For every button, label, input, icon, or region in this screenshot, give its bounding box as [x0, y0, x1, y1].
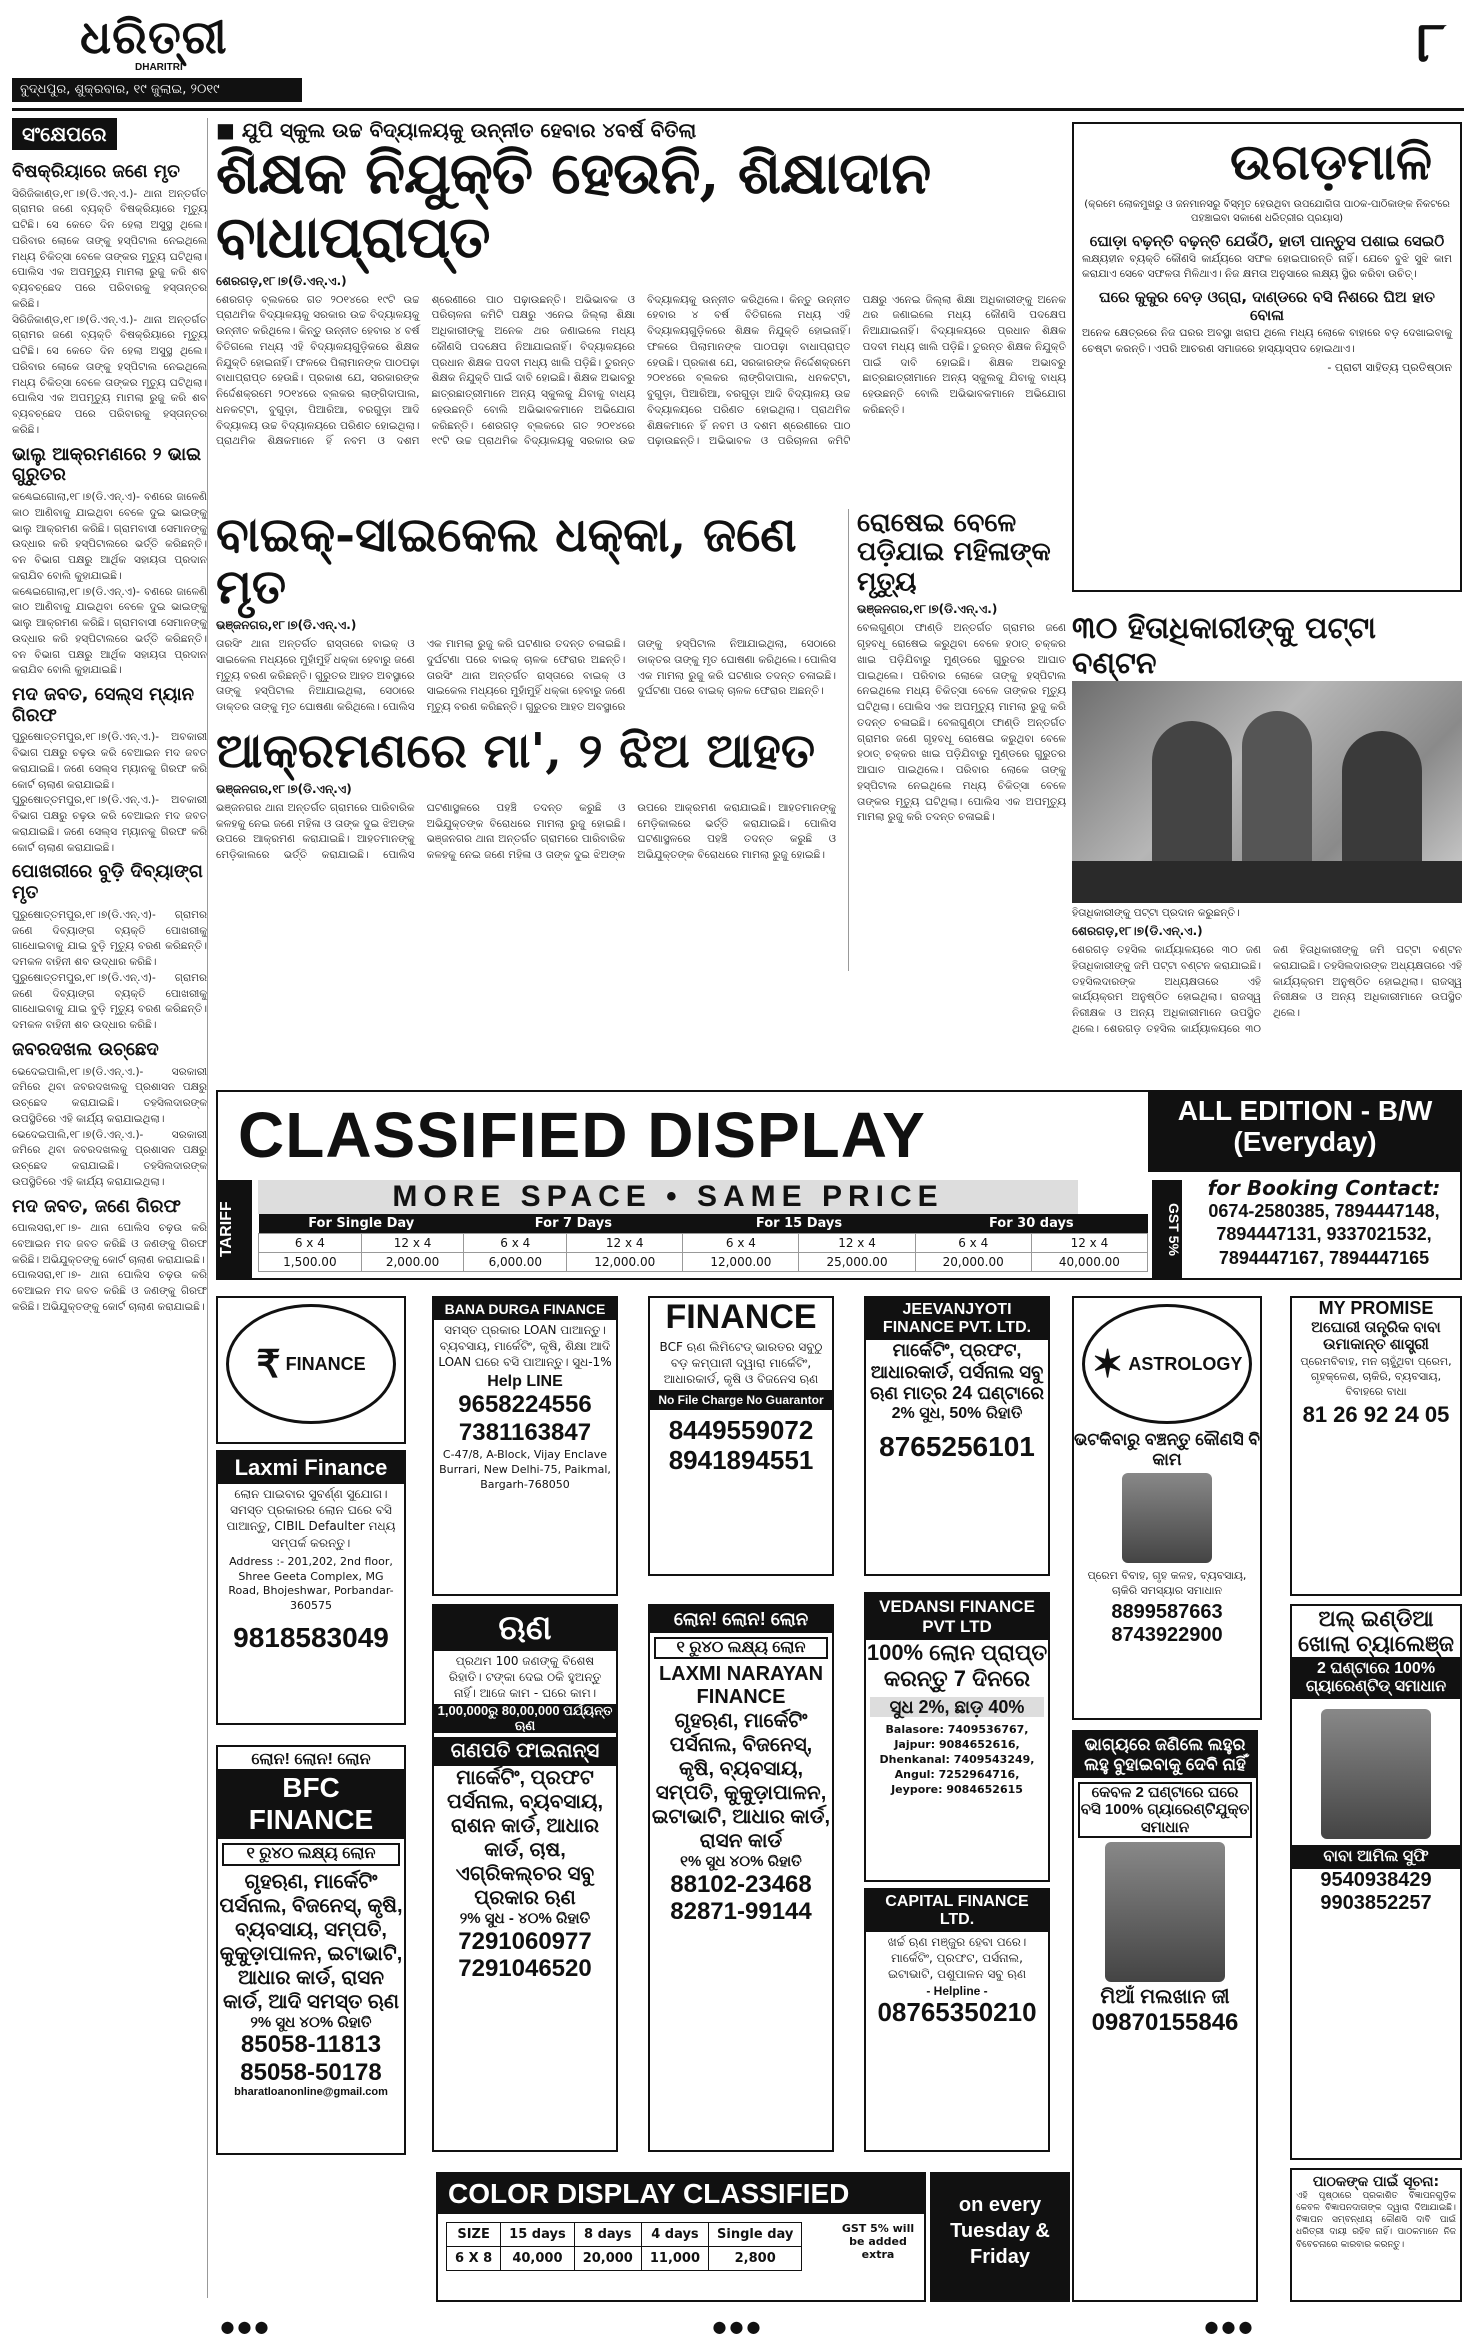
brief-headline: ଭାଲୁ ଆକ୍ରମଣରେ ୨ ଭାଇ ଗୁରୁତର [12, 443, 202, 486]
color-size-label: SIZE [447, 2223, 501, 2247]
tariff-price: 25,000.00 [799, 1253, 915, 1272]
brief-headline: ଜବରଦଖଲ ଉଚ୍ଛେଦ [12, 1038, 159, 1060]
ganapati-phones: 7291060977 7291046520 [458, 1927, 592, 1983]
color-gst: GST 5% will be added extra [841, 2222, 915, 2261]
brief-body: କଣ୍ଢେଇଗୋଲା,୧୮।୭(ଡି.ଏନ୍.ଏ)- ବଣରେ ଜାଳେଣି କାଠ ଆଣିବାକୁ ଯାଇଥିବା ବେଳେ ଦୁଇ ଭାଇଙ୍କୁ ଭାଲୁ ଆକ୍ରମଣ କରିଛି। ଗ୍ରାମବାସୀ ସେମାନଙ୍କୁ ଉଦ୍ଧାର କରି ହସ୍ପିଟାଲରେ ଭର୍ତ୍ତି କରିଛନ୍ତି। ବନ ବିଭାଗ ପକ୍ଷରୁ ଆର୍ଥିକ ସହାୟତା ପ୍ରଦାନ କରାଯିବ ବୋଲି କୁହାଯାଇଛି। [12, 491, 207, 582]
rin-title: ଋଣ [434, 1606, 616, 1651]
patta-headline: ୩୦ ହିତାଧିକାରୀଙ୍କୁ ପଟ୍ଟା ବଣ୍ଟନ [1072, 611, 1376, 681]
bfc-finance-ad [216, 1745, 406, 2155]
story3-byline: ଭଞ୍ଜନଗର,୧୮।୭(ଡି.ଏନ୍.ଏ.) [857, 602, 998, 617]
brief-body: ସିରିଜିକାଣ୍ଡ,୧୮।୭(ଡି.ଏନ୍.ଏ.)- ଥାନା ଅନ୍ତର୍ଗତ ଗ୍ରାମର ଜଣେ ବ୍ୟକ୍ତି ବିଷକ୍ରିୟାରେ ମୃତ୍ୟୁ ଘଟିଛି। ସେ କେତେ ଦିନ ହେଲା ଅସୁସ୍ଥ ଥିଲେ। ପରିବାର ଲୋକେ ତାଙ୍କୁ ହସ୍ପିଟାଲ ନେଇଥିଲେ ମଧ୍ୟ ଚିକିତ୍ସା ବେଳେ ତାଙ୍କର ମୃତ୍ୟୁ ଘଟିଥିଲା। ପୋଲିସ ଏକ ଅପମୃତ୍ୟୁ ମାମଲା ରୁଜୁ କରି ଶବ ବ୍ୟବଚ୍ଛେଦ ପରେ ପରିବାରକୁ ହସ୍ତାନ୍ତର କରିଛି। [12, 313, 207, 436]
tariff-label: TARIFF [218, 1180, 252, 1278]
story4-body [216, 801, 836, 931]
brief-item [12, 162, 207, 439]
lead-body-text: ଶେରଗଡ଼ ବ୍ଲକରେ ଗତ ୨୦୧୪ରେ ୧୯ଟି ଉଚ୍ଚ ପ୍ରାଥମିକ ବିଦ୍ୟାଳୟକୁ ସରକାର ଉଚ୍ଚ ବିଦ୍ୟାଳୟକୁ ଉନ୍ନୀତ କରିଥିଲେ। କିନ୍ତୁ ଉନ୍ନୀତ ହେବାର ୪ ବର୍ଷ ବିତିଗଲେ ମଧ୍ୟ ଏହି ବିଦ୍ୟାଳୟଗୁଡ଼ିକରେ ଶିକ୍ଷକ ନିଯୁକ୍ତି ହୋଇନାହିଁ। ଫଳରେ ପିଲାମାନଙ୍କ ପାଠପଢ଼ା ବାଧାପ୍ରାପ୍ତ ହେଉଛି। ପ୍ରକାଶ ଯେ, ସରକାରଙ୍କ ନିର୍ଦ୍ଦେଶକ୍ରମେ ୨୦୧୪ରେ ବ୍ଲକର ଲାଙ୍ଗିଦାପାଲ, ଧନକଟ୍ଟା, ବୁଗୁଡ଼ା, ପିଆରିଆ, ବରଗୁଡ଼ା ଆଦି ବିଦ୍ୟାଳୟ ଉଚ୍ଚ ବିଦ୍ୟାଳୟରେ ପରିଣତ ହୋଇଥିଲା। ପ୍ରାଥମିକ ଶିକ୍ଷକମାନେ ହିଁ ନବମ ଓ ଦଶମ ଶ୍ରେଣୀରେ ପାଠ ପଢ଼ାଉଛନ୍ତି। ଅଭିଭାବକ ଓ ପରିଚାଳନା କମିଟି ପକ୍ଷରୁ ଏନେଇ ଜିଲ୍ଲା ଶିକ୍ଷା ଅଧିକାରୀଙ୍କୁ ଅନେକ ଥର ଜଣାଇଲେ ମଧ୍ୟ କୌଣସି ପଦକ୍ଷେପ ନିଆଯାଇନାହିଁ। ବିଦ୍ୟାଳୟରେ ପ୍ରଧାନ ଶିକ୍ଷକ ପଦବୀ ମଧ୍ୟ ଖାଲି ପଡ଼ିଛି। ତୁରନ୍ତ ଶିକ୍ଷକ ନିଯୁକ୍ତି ପାଇଁ ଦାବି ହୋଇଛି। ଶିକ୍ଷକ ଅଭାବରୁ ଛାତ୍ରଛାତ୍ରୀମାନେ ଅନ୍ୟ ସ୍କୁଲକୁ ଯିବାକୁ ବାଧ୍ୟ ହେଉଛନ୍ତି ବୋଲି ଅଭିଭାବକମାନେ ଅଭିଯୋଗ କରିଛନ୍ତି। [431, 293, 1066, 448]
astrology-phones: 8899587663 8743922900 [1111, 1600, 1223, 1646]
bfc-title: BFC FINANCE [218, 1769, 404, 1839]
astrologer-photo [1122, 1473, 1212, 1563]
edition-tag: ALL EDITION - B/W (Everyday) [1148, 1092, 1462, 1172]
tariff-price: 1,500.00 [259, 1253, 362, 1272]
bhagya-head: ଭାଗ୍ୟରେ ଜଣିଲେ ଲହୁର ଲହୁ ବୁହାଇବାକୁ ଦେବି ନାହିଁ [1074, 1732, 1256, 1778]
classified-title: CLASSIFIED DISPLAY [238, 1099, 926, 1171]
color-tariff-table [446, 2222, 802, 2271]
vedansi-finance-ad [864, 1592, 1050, 1882]
jeevan-offer: 2% ସୁଧ, 50% ରିହାତି [891, 1404, 1023, 1422]
tariff-size: 12 x 4 [799, 1234, 915, 1253]
brief-item [12, 445, 207, 679]
color-schedule: on every Tuesday & Friday [930, 2172, 1070, 2302]
capital-finance-ad [864, 1888, 1050, 2152]
tariff-period: For 7 Days [464, 1214, 683, 1234]
page-number: ୮ [1416, 10, 1446, 75]
laxmi-finance-ad [216, 1450, 406, 1725]
booking-phone: 0674-2580385, 7894447148, [1208, 1201, 1440, 1221]
story-bike-accident [216, 506, 836, 972]
laxmi-phone: 9818583049 [233, 1622, 389, 1654]
bfc-body: ଗୃହଋଣ, ମାର୍କେଟିଂ ପର୍ସନାଲ, ବିଜନେସ୍, କୃଷି, ବ୍ୟବସାୟ, ସମ୍ପତି, କୁକୁଡ଼ାପାଳନ, ଇଟାଭାଟି, ଆଧାର କାର୍ଡ, ରାସନ କାର୍ଡ, ଆଦି ସମସ୍ତ ଋଣ [219, 1870, 403, 2013]
sufi-photo [1321, 1709, 1431, 1839]
lead-body-text: ଶେରଗଡ଼ ବ୍ଲକରେ ଗତ ୨୦୧୪ରେ ୧୯ଟି ଉଚ୍ଚ ପ୍ରାଥମିକ ବିଦ୍ୟାଳୟକୁ ସରକାର ଉଚ୍ଚ ବିଦ୍ୟାଳୟକୁ ଉନ୍ନୀତ କରିଥିଲେ। କିନ୍ତୁ ଉନ୍ନୀତ ହେବାର ୪ ବର୍ଷ ବିତିଗଲେ ମଧ୍ୟ ଏହି ବିଦ୍ୟାଳୟଗୁଡ଼ିକରେ ଶିକ୍ଷକ ନିଯୁକ୍ତି ହୋଇନାହିଁ। ଫଳରେ ପିଲାମାନଙ୍କ ପାଠପଢ଼ା ବାଧାପ୍ରାପ୍ତ ହେଉଛି। ପ୍ରକାଶ ଯେ, ସରକାରଙ୍କ ନିର୍ଦ୍ଦେଶକ୍ରମେ ୨୦୧୪ରେ ବ୍ଲକର ଲାଙ୍ଗିଦାପାଲ, ଧନକଟ୍ଟା, ବୁଗୁଡ଼ା, ପିଆରିଆ, ବରଗୁଡ଼ା ଆଦି ବିଦ୍ୟାଳୟ ଉଚ୍ଚ ବିଦ୍ୟାଳୟରେ ପରିଣତ ହୋଇଥିଲା। ପ୍ରାଥମିକ ଶିକ୍ଷକମାନେ ହିଁ ନବମ ଓ ଦଶମ ଶ୍ରେଣୀରେ ପାଠ ପଢ଼ାଉଛନ୍ତି। ଅଭିଭାବକ ଓ ପରିଚାଳନା କମିଟି ପକ୍ଷରୁ ଏନେଇ ଜିଲ୍ଲା ଶିକ୍ଷା ଅଧିକାରୀଙ୍କୁ ଅନେକ ଥର ଜଣାଇଲେ ମଧ୍ୟ କୌଣସି ପଦକ୍ଷେପ ନିଆଯାଇନାହିଁ। ବିଦ୍ୟାଳୟରେ ପ୍ରଧାନ ଶିକ୍ଷକ ପଦବୀ ମଧ୍ୟ ଖାଲି ପଡ଼ିଛି। ତୁରନ୍ତ ଶିକ୍ଷକ ନିଯୁକ୍ତି ପାଇଁ ଦାବି ହୋଇଛି। ଶିକ୍ଷକ ଅଭାବରୁ ଛାତ୍ରଛାତ୍ରୀମାନେ ଅନ୍ୟ ସ୍କୁଲକୁ ଯିବାକୁ ବାଧ୍ୟ ହେଉଛନ୍ତି ବୋଲି ଅଭିଭାବକମାନେ ଅଭିଯୋଗ କରିଛନ୍ତି। [216, 293, 635, 448]
capital-title: CAPITAL FINANCE LTD. [866, 1890, 1048, 1932]
rin-ganapati-ad [432, 1604, 618, 2152]
color-price: 20,000 [574, 2247, 641, 2271]
ganapati-body: ମାର୍କେଟିଂ, ପ୍ରଫଟ ପର୍ସନାଲ, ବ୍ୟବସାୟ, ରାଶନ କାର୍ଡ, ଆଧାର କାର୍ଡ, ଚାଷ, ଏଗ୍ରିକଲ୍ଚର ସବୁ ପ୍ରକାର ଋଣ [446, 1767, 604, 1910]
bana-body: ସମସ୍ତ ପ୍ରକାର LOAN ପାଆନ୍ତୁ। ବ୍ୟବସାୟ, ମାର୍କେଟିଂ, କୃଷି, ଶିକ୍ଷା ଆଦି LOAN ଘରେ ବସି ପାଆନ୍ତୁ। ସୁଧ-1% [438, 1323, 612, 1370]
patta-body-text: ଶେରଗଡ଼ ତହସିଲ କାର୍ଯ୍ୟାଳୟରେ ୩୦ ଜଣ ହିତାଧିକାରୀଙ୍କୁ ଜମି ପଟ୍ଟା ବଣ୍ଟନ କରାଯାଇଛି। ତହସିଲଦାରଙ୍କ ଅଧ୍ୟକ୍ଷତାରେ ଏହି କାର୍ଯ୍ୟକ୍ରମ ଅନୁଷ୍ଠିତ ହୋଇଥିଲା। ରାଜସ୍ୱ ନିରୀକ୍ଷକ ଓ ଅନ୍ୟ ଅଧିକାରୀମାନେ ଉପସ୍ଥିତ ଥିଲେ। [1072, 944, 1261, 1035]
bhagya-ad [1072, 1730, 1258, 2302]
color-col: 15 days [501, 2223, 575, 2247]
brief-body: ପୁରୁଷୋତ୍ତମପୁର,୧୮।୭(ଡି.ଏନ୍.ଏ)- ଗ୍ରାମର ଜଣେ ଦିବ୍ୟାଙ୍ଗ ବ୍ୟକ୍ତି ପୋଖରୀକୁ ଗାଧୋଇବାକୁ ଯାଇ ବୁଡ଼ି ମୃତ୍ୟୁ ବରଣ କରିଛନ୍ତି। ଦମକଳ ବାହିନୀ ଶବ ଉଦ୍ଧାର କରିଛି। [12, 908, 207, 969]
laxmi-title: Laxmi Finance [218, 1452, 404, 1484]
color-price: 11,000 [641, 2247, 708, 2271]
ugadamali-credit: - ପ୍ରାଚୀ ସାହିତ୍ୟ ପ୍ରତିଷ୍ଠାନ [1327, 360, 1452, 374]
brief-item [12, 685, 207, 856]
bcf-phones: 8449559072 8941894551 [668, 1414, 814, 1475]
registration-mark: ●●● [712, 2317, 764, 2336]
my-promise-ad [1290, 1296, 1462, 1596]
reader-notice [1290, 2168, 1462, 2302]
color-classified-title: COLOR DISPLAY CLASSIFIED [438, 2174, 924, 2214]
astrology-logo [1082, 1304, 1252, 1424]
patta-body-text: ଶେରଗଡ଼ ତହସିଲ କାର୍ଯ୍ୟାଳୟରେ ୩୦ ଜଣ ହିତାଧିକାରୀଙ୍କୁ ଜମି ପଟ୍ଟା ବଣ୍ଟନ କରାଯାଇଛି। ତହସିଲଦାରଙ୍କ ଅଧ୍ୟକ୍ଷତାରେ ଏହି କାର୍ଯ୍ୟକ୍ରମ ଅନୁଷ୍ଠିତ ହୋଇଥିଲା। ରାଜସ୍ୱ ନିରୀକ୍ଷକ ଓ ଅନ୍ୟ ଅଧିକାରୀମାନେ ଉପସ୍ଥିତ ଥିଲେ। [1104, 944, 1462, 1035]
ganapati-title: ଗଣପତି ଫାଇନାନ୍ସ [434, 1737, 616, 1766]
vedansi-body: 100% ଲୋନ ପ୍ରାପ୍ତ କରନ୍ତୁ 7 ଦିନରେ [866, 1640, 1048, 1692]
promise-body: ପ୍ରେମବିବାହ, ମନ ଚାହୁଁଥିବା ପ୍ରେମ, ଗୃହକ୍ଳେଶ, ଚାକିରି, ବ୍ୟବସାୟ, ବିବାହରେ ବାଧା [1300, 1355, 1452, 1398]
tariff-table [258, 1214, 1148, 1272]
india-title: ଅଲ୍ ଇଣ୍ଡିଆ ଖୋଲା ଚ୍ୟାଲେଞ୍ଜ [1297, 1606, 1455, 1657]
tariff-price: 12,000.00 [683, 1253, 799, 1272]
patta-body [1072, 943, 1462, 1073]
bcf-finance-ad [648, 1296, 834, 1576]
story4-byline: ଭଞ୍ଜନଗର,୧୮।୭(ଡି.ଏନ୍.ଏ) [216, 781, 352, 796]
brief-body: ଭେଦେଇପାଲି,୧୮।୭(ଡି.ଏନ୍.ଏ.)- ସରକାରୀ ଜମିରେ ଥିବା ଜବରଦଖଲକୁ ପ୍ରଶାସନ ପକ୍ଷରୁ ଉଚ୍ଛେଦ କରାଯାଇଛି। ତହସିଲଦାରଙ୍କ ଉପସ୍ଥିତିରେ ଏହି କାର୍ଯ୍ୟ କରାଯାଇଥିଲା। [12, 1065, 207, 1125]
proverb-2: ଘରେ କୁକୁର ବେଡ଼ ଓଗ୍ରା, ଦାଣ୍ଡରେ ବସି ନିଶରେ ଘିଅ ହାତ ବୋଳା [1099, 288, 1435, 325]
astrology-logo-text: ASTROLOGY [1128, 1353, 1243, 1374]
print-footer [0, 2314, 1476, 2339]
lead-headline: ଶିକ୍ଷକ ନିଯୁକ୍ତି ହେଉନି, ଶିକ୍ଷାଦାନ ବାଧାପ୍ରାପ୍ତ [216, 139, 931, 271]
jeevan-title: JEEVANJYOTI FINANCE PVT. LTD. [866, 1298, 1048, 1340]
india-phones: 9540938429 9903852257 [1320, 1868, 1432, 1914]
classified-banner [216, 1090, 1462, 1280]
bcf-body: BCF ଋଣ ଲିମିଟେଡ୍ ଭାରତର ସବୁଠୁ ବଡ଼ କମ୍ପାନୀ ଦ୍ୱାରା ମାର୍କେଟିଂ, ଆଧାରକାର୍ଡ, କୃଷି ଓ ବିଜନେସ ଋଣ [659, 1340, 823, 1387]
booking-label: for Booking Contact: [1207, 1176, 1441, 1200]
story2-byline: ଭଞ୍ଜନଗର,୧୮।୭(ଡି.ଏନ୍.ଏ.) [216, 618, 357, 633]
bana-durga-ad [432, 1296, 618, 1596]
brief-body: ସିରିଜିକାଣ୍ଡ,୧୮।୭(ଡି.ଏନ୍.ଏ.)- ଥାନା ଅନ୍ତର୍ଗତ ଗ୍ରାମର ଜଣେ ବ୍ୟକ୍ତି ବିଷକ୍ରିୟାରେ ମୃତ୍ୟୁ ଘଟିଛି। ସେ କେତେ ଦିନ ହେଲା ଅସୁସ୍ଥ ଥିଲେ। ପରିବାର ଲୋକେ ତାଙ୍କୁ ହସ୍ପିଟାଲ ନେଇଥିଲେ ମଧ୍ୟ ଚିକିତ୍ସା ବେଳେ ତାଙ୍କର ମୃତ୍ୟୁ ଘଟିଥିଲା। ପୋଲିସ ଏକ ଅପମୃତ୍ୟୁ ମାମଲା ରୁଜୁ କରି ଶବ ବ୍ୟବଚ୍ଛେଦ ପରେ ପରିବାରକୁ ହସ୍ତାନ୍ତର କରିଛି। [12, 187, 207, 310]
tariff-size: 6 x 4 [259, 1234, 362, 1253]
bana-phones: 9658224556 7381163847 [458, 1390, 592, 1446]
brief-headline: ପୋଖରୀରେ ବୁଡ଼ି ଦିବ୍ୟାଙ୍ଗ ମୃତ [12, 861, 203, 904]
brief-body: ପୁରୁଷୋତ୍ତମପୁର,୧୮।୭(ଡି.ଏନ୍.ଏ.)- ଅବକାରୀ ବିଭାଗ ପକ୍ଷରୁ ଚଢ଼ଉ କରି ବେଆଇନ ମଦ ଜବତ କରାଯାଇଛି। ଜଣେ ସେଲ୍ସ ମ୍ୟାନକୁ ଗିରଫ କରି କୋର୍ଟ ଚାଲାଣ କରାଯାଇଛି। [12, 731, 207, 791]
ln-phones: 88102-23468 82871-99144 [670, 1870, 812, 1926]
capital-phone: 08765350210 [877, 1997, 1037, 2028]
color-classified-box [436, 2172, 926, 2302]
tariff-price: 2,000.00 [361, 1253, 464, 1272]
tariff-price: 6,000.00 [464, 1253, 567, 1272]
story3-body-text: ବେଲଗୁଣ୍ଠା ଫାଣ୍ଡି ଅନ୍ତର୍ଗତ ଗ୍ରାମର ଜଣେ ଗୃହବଧୂ ରୋଷେଇ କରୁଥିବା ବେଳେ ହଠାତ୍ ଚକ୍କର ଖାଇ ପଡ଼ିଯିବାରୁ ମୁଣ୍ଡରେ ଗୁରୁତର ଆଘାତ ପାଇଥିଲେ। ପରିବାର ଲୋକେ ତାଙ୍କୁ ହସ୍ପିଟାଲ ନେଇଥିଲେ ମଧ୍ୟ ଚିକିତ୍ସା ବେଳେ ତାଙ୍କର ମୃତ୍ୟୁ ଘଟିଥିଲା। ପୋଲିସ ଏକ ଅପମୃତ୍ୟୁ ମାମଲା ରୁଜୁ କରି ତଦନ୍ତ ଚଳାଇଛି। [857, 622, 1066, 729]
bhagya-time: କେବଳ 2 ଘଣ୍ଟାରେ ଘରେ ବସି 100% ଗ୍ୟାରେଣ୍ଟିଯୁକ୍ତ ସମାଧାନ [1078, 1782, 1252, 1838]
tariff-size: 12 x 4 [567, 1234, 683, 1253]
bfc-phones: 85058-11813 85058-50178 [240, 2031, 382, 2086]
lead-kicker: ■ ଯୁପି ସ୍କୁଲ ଉଚ୍ଚ ବିଦ୍ୟାଳୟକୁ ଉନ୍ନୀତ ହେବାର ୪ବର୍ଷ ବିତିଲା [216, 118, 1066, 142]
proverb-1: ଘୋଡ଼ା ବଢ଼ନ୍ତି ବଢ଼ନ୍ତି ଯେଉଁଠି, ହାତୀ ପାନ୍ତୁସ ପଶାଇ ସେଇଠି [1089, 232, 1445, 250]
story4-body-text: ଭଞ୍ଜନଗର ଥାନା ଅନ୍ତର୍ଗତ ଗ୍ରାମରେ ପାରିବାରିକ କଳହକୁ ନେଇ ଜଣେ ମହିଳା ଓ ତାଙ୍କ ଦୁଇ ଝିଅଙ୍କ ଉପରେ ଆକ୍ରମଣ କରାଯାଇଛି। ଆହତମାନଙ୍କୁ ମେଡ଼ିକାଲରେ ଭର୍ତ୍ତି କରାଯାଇଛି। ପୋଲିସ ଘଟଣାସ୍ଥଳରେ ପହଞ୍ଚି ତଦନ୍ତ କରୁଛି ଓ ଅଭିଯୁକ୍ତଙ୍କ ବିରୋଧରେ ମାମଲା ରୁଜୁ ହୋଇଛି। [216, 801, 626, 862]
rupee-icon: ₹ [256, 1343, 281, 1386]
story2-body-text: ତାରସିଂ ଥାନା ଅନ୍ତର୍ଗତ ରାସ୍ତାରେ ବାଇକ୍ ଓ ସାଇକେଲ ମଧ୍ୟରେ ମୁହାଁମୁହିଁ ଧକ୍କା ହେବାରୁ ଜଣେ ମୃତ୍ୟୁ ବରଣ କରିଛନ୍ତି। ଗୁରୁତର ଆହତ ଅବସ୍ଥାରେ ତାଙ୍କୁ ହସ୍ପିଟାଲ ନିଆଯାଇଥିଲା, ସେଠାରେ ଡାକ୍ତର ତାଙ୍କୁ ମୃତ ଘୋଷଣା କରିଥିଲେ। ପୋଲିସ ଏକ ମାମଲା ରୁଜୁ କରି ଘଟଣାର ତଦନ୍ତ ଚଳାଇଛି। ଦୁର୍ଘଟଣା ପରେ ବାଇକ୍ ଚାଳକ ଫେରାର ଅଛନ୍ତି। [216, 638, 626, 714]
masthead-subtitle: DHARITRI [135, 62, 183, 73]
astrology-body: ପ୍ରେମ ବିବାହ, ଗୃହ କଳହ, ବ୍ୟବସାୟ, ଚାକିରି ସମସ୍ୟାର ସମାଧାନ [1087, 1569, 1247, 1597]
brief-body: ପୁରୁଷୋତ୍ତମପୁର,୧୮।୭(ଡି.ଏନ୍.ଏ)- ଗ୍ରାମର ଜଣେ ଦିବ୍ୟାଙ୍ଗ ବ୍ୟକ୍ତି ପୋଖରୀକୁ ଗାଧୋଇବାକୁ ଯାଇ ବୁଡ଼ି ମୃତ୍ୟୁ ବରଣ କରିଛନ୍ତି। ଦମକଳ ବାହିନୀ ଶବ ଉଦ୍ଧାର କରିଛି। [12, 971, 207, 1032]
laxmi-body: ଲୋନ ପାଇବାର ସୁବର୍ଣ୍ଣ ସୁଯୋଗ। ସମସ୍ତ ପ୍ରକାରର ଲୋନ ଘରେ ବସି ପାଆନ୍ତୁ, CIBIL Defaulter ମଧ୍ୟ ସମ୍ପର୍କ କରନ୍ତୁ। [226, 1487, 396, 1550]
rin-amount: 1,00,000ରୁ 80,00,000 ପର୍ଯ୍ୟନ୍ତ ଋଣ [434, 1704, 616, 1734]
story3-headline: ରୋଷେଇ ବେଳେ ପଡ଼ିଯାଇ ମହିଳାଙ୍କ ମୃତ୍ୟୁ [857, 507, 1051, 598]
briefs-tag: ସଂକ୍ଷେପରେ [12, 118, 117, 150]
story2-body-text: ତାରସିଂ ଥାନା ଅନ୍ତର୍ଗତ ରାସ୍ତାରେ ବାଇକ୍ ଓ ସାଇକେଲ ମଧ୍ୟରେ ମୁହାଁମୁହିଁ ଧକ୍କା ହେବାରୁ ଜଣେ ମୃତ୍ୟୁ ବରଣ କରିଛନ୍ତି। ଗୁରୁତର ଆହତ ଅବସ୍ଥାରେ ତାଙ୍କୁ ହସ୍ପିଟାଲ ନିଆଯାଇଥିଲା, ସେଠାରେ ଡାକ୍ତର ତାଙ୍କୁ ମୃତ ଘୋଷଣା କରିଥିଲେ। ପୋଲିସ ଏକ ମାମଲା ରୁଜୁ କରି ଘଟଣାର ତଦନ୍ତ ଚଳାଇଛି। ଦୁର୍ଘଟଣା ପରେ ବାଇକ୍ ଚାଳକ ଫେରାର ଅଛନ୍ତି। [426, 638, 836, 714]
brief-body: ପୋଲସରା,୧୮।୭- ଥାନା ପୋଲିସ ଚଢ଼ଉ କରି ବେଆଇନ ମଦ ଜବତ କରିଛି ଓ ଜଣଙ୍କୁ ଗିରଫ କରିଛି। ଅଭିଯୁକ୍ତଙ୍କୁ କୋର୍ଟ ଚାଲାଣ କରାଯାଇଛି। [12, 1222, 207, 1266]
jeevanjyoti-ad [864, 1296, 1050, 1576]
laxmi-narayan-ad [648, 1604, 834, 2152]
finance-logo [226, 1304, 396, 1424]
bfc-web: bharatloanonline@gmail.com [234, 2086, 388, 2099]
registration-mark: ●●● [1204, 2317, 1256, 2336]
astrology-ad [1072, 1296, 1262, 1720]
capital-body: ଖର୍ଚ୍ଚ ଋଣ ମଞ୍ଜୁର ହେବା ପରେ। ମାର୍କେଟିଂ, ପ୍ରଫଟ, ପର୍ସନାଲ, ଇଟାଭାଟି, ପଶୁପାଳନ ସବୁ ଋଣ [887, 1935, 1027, 1982]
color-size: 6 X 8 [447, 2247, 501, 2271]
bana-help: Help LINE [487, 1372, 563, 1390]
dateline: ବୁଦ୍ଧପୁର, ଶୁକ୍ରବାର, ୧୯ ଜୁଲାଇ, ୨୦୧୯ [12, 78, 302, 102]
story2-body [216, 637, 836, 717]
brief-headline: ବିଷକ୍ରିୟାରେ ଜଣେ ମୃତ [12, 161, 181, 182]
baba-photo [1105, 1842, 1225, 1982]
star-icon: ✶ [1091, 1343, 1124, 1386]
ugadamali-intro: (କ୍ରମେ ଲୋକମୁଖରୁ ଓ ଜନମାନସରୁ ବିସ୍ମୃତ ହେଉଥିବା ଉପଯୋଗିତା ପାଠକ-ପାଠିକାଙ୍କ ନିକଟରେ ପହଞ୍ଚାଇବା ସକାଶେ ଧରିତ୍ରୀର ପ୍ରୟାସ) [1084, 199, 1450, 224]
bcf-nofile: No File Charge No Guarantor [650, 1390, 832, 1410]
ln-range: ୧ ରୁ୪୦ ଲକ୍ଷ୍ୟ ଲୋନ [654, 1637, 828, 1659]
color-col: 8 days [574, 2223, 641, 2247]
vedansi-offer: ସୁଧ 2%, ଛାଡ଼ 40% [870, 1697, 1044, 1718]
promise-phone: 81 26 92 24 05 [1302, 1401, 1450, 1427]
tariff-period: For 15 Days [683, 1214, 915, 1234]
main-stories [216, 118, 1066, 971]
brief-body: ଭେଦେଇପାଲି,୧୮।୭(ଡି.ଏନ୍.ଏ.)- ସରକାରୀ ଜମିରେ ଥିବା ଜବରଦଖଲକୁ ପ୍ରଶାସନ ପକ୍ଷରୁ ଉଚ୍ଛେଦ କରାଯାଇଛି। ତହସିଲଦାରଙ୍କ ଉପସ୍ଥିତିରେ ଏହି କାର୍ଯ୍ୟ କରାଯାଇଥିଲା। [12, 1128, 207, 1188]
astrology-head: ଭଟକିବାରୁ ବଞ୍ଚନ୍ତୁ କୌଣସି ବି କାମ [1074, 1430, 1260, 1469]
brief-body: ପୋଲସରା,୧୮।୭- ଥାନା ପୋଲିସ ଚଢ଼ଉ କରି ବେଆଇନ ମଦ ଜବତ କରିଛି ଓ ଜଣଙ୍କୁ ଗିରଫ କରିଛି। ଅଭିଯୁକ୍ତଙ୍କୁ କୋର୍ଟ ଚାଲାଣ କରାଯାଇଛି। [12, 1269, 207, 1313]
story4-headline: ଆକ୍ରମଣରେ ମା', ୨ ଝିଅ ଆହତ [216, 723, 816, 780]
lead-body [216, 293, 1066, 503]
patta-story [1072, 612, 1462, 1073]
finance-logo-text: FINANCE [285, 1353, 366, 1374]
promise-title: MY PROMISE [1318, 1298, 1434, 1318]
promise-name: ଅଘୋରୀ ତାନ୍ତ୍ରିକ ବାବା ଉମାକାନ୍ତ ଶାସ୍ତ୍ରୀ [1311, 1318, 1441, 1353]
masthead-title: ଧରିତ୍ରୀ [80, 10, 228, 64]
ln-body: ଗୃହଋଣ, ମାର୍କେଟିଂ ପର୍ସନାଲ, ବିଜନେସ୍, କୃଷି, ବ୍ୟବସାୟ, ସମ୍ପତି, କୁକୁଡ଼ାପାଳନ, ଇଟାଭାଟି, ଆଧାର କାର୍ଡ, ରାସନ କାର୍ଡ [651, 1710, 831, 1853]
rin-body: ପ୍ରଥମ 100 ଜଣଙ୍କୁ ବିଶେଷ ରିହାତି। ଟଙ୍କା ଦେଇ ଠକି ହୁଅନ୍ତୁ ନାହିଁ। ଆଜେ କାମ - ଘରେ କାମ। [448, 1654, 602, 1701]
notice-body: ଏହି ପୃଷ୍ଠାରେ ପ୍ରକାଶିତ ବିଜ୍ଞାପନଗୁଡ଼ିକ କେବଳ ବିଜ୍ଞାପନଦାତାଙ୍କ ଦ୍ୱାରା ଦିଆଯାଇଛି। ବିଜ୍ଞାପନ ସମ୍ବନ୍ଧୀୟ କୌଣସି ଦାବି ପାଇଁ ଧରିତ୍ରୀ ଦାୟୀ ରହିବ ନାହିଁ। ପାଠକମାନେ ନିଜ ବିବେଚନାରେ କାରବାର କରନ୍ତୁ। [1296, 2191, 1456, 2250]
brief-headline: ମଦ ଜବତ, ସେଲ୍ସ ମ୍ୟାନ ଗିରଫ [12, 684, 195, 726]
classified-strap: MORE SPACE • SAME PRICE [258, 1180, 1078, 1214]
brief-body: ପୁରୁଷୋତ୍ତମପୁର,୧୮।୭(ଡି.ଏନ୍.ଏ.)- ଅବକାରୀ ବିଭାଗ ପକ୍ଷରୁ ଚଢ଼ଉ କରି ବେଆଇନ ମଦ ଜବତ କରାଯାଇଛି। ଜଣେ ସେଲ୍ସ ମ୍ୟାନକୁ ଗିରଫ କରି କୋର୍ଟ ଚାଲାଣ କରାଯାଇଛି। [12, 794, 207, 854]
ganapati-offer: ୨% ସୁଧ - ୪୦% ରିହାତି [459, 1910, 591, 1928]
bcf-title: FINANCE [665, 1298, 817, 1336]
tariff-size: 12 x 4 [1031, 1234, 1147, 1253]
tariff-size: 6 x 4 [464, 1234, 567, 1253]
booking-contact [1188, 1176, 1460, 1270]
photo-caption: ହିତାଧିକାରୀଙ୍କୁ ପଟ୍ଟା ପ୍ରଦାନ କରୁଛନ୍ତି। [1072, 907, 1240, 919]
gst-label: GST 5% [1152, 1180, 1182, 1278]
brief-headline: ମଦ ଜବତ, ଜଣେ ଗିରଫ [12, 1195, 181, 1217]
india-body: 2 ଘଣ୍ଟାରେ 100% ଗ୍ୟାରେଣ୍ଟିଡ୍ ସମାଧାନ [1292, 1657, 1460, 1699]
briefs-column [12, 118, 208, 2298]
tariff-period: For Single Day [259, 1214, 464, 1234]
color-col: 4 days [641, 2223, 708, 2247]
bfc-range: ୧ ରୁ୪୦ ଲକ୍ଷ୍ୟ ଲୋନ [222, 1843, 400, 1865]
vedansi-title: VEDANSI FINANCE PVT LTD [866, 1594, 1048, 1640]
capital-helpline: - Helpline - [926, 1983, 988, 1998]
bhagya-phone: 09870155846 [1091, 2008, 1239, 2036]
all-india-challenge-ad [1290, 1604, 1462, 2160]
jeevan-phone: 8765256101 [879, 1431, 1035, 1463]
ugadamali-logo: ଉଗଡ଼ମାଳି [1230, 132, 1432, 191]
tariff-size: 6 x 4 [683, 1234, 799, 1253]
ln-head: ଲୋନ! ଲୋନ! ଲୋନ [650, 1606, 832, 1633]
india-name: ବାବା ଆମିଲ ସୁଫି [1292, 1845, 1460, 1869]
masthead-logo [80, 10, 250, 72]
bfc-head: ଲୋନ! ଲୋନ! ଲୋନ [251, 1751, 371, 1768]
color-price: 2,800 [709, 2247, 802, 2271]
ln-offer: ୧% ସୁଧ ୪୦% ରିହାତି [680, 1853, 802, 1871]
proverb-2-text: ଅନେକ କ୍ଷେତ୍ରରେ ନିଜ ଘରର ଅବସ୍ଥା ଖରାପ ଥିଲେ ମଧ୍ୟ ଲୋକେ ବାହାରେ ବଡ଼ ଦେଖାଇବାକୁ ଚେଷ୍ଟା କରନ୍ତି। ଏପରି ଆଚରଣ ସମାଜରେ ହାସ୍ୟାସ୍ପଦ ହୋଇଥାଏ। [1082, 327, 1452, 355]
brief-item [12, 862, 207, 1033]
notice-title: ପାଠକଙ୍କ ପାଇଁ ସୂଚନା: [1312, 2174, 1440, 2190]
tariff-size: 12 x 4 [361, 1234, 464, 1253]
brief-item [12, 1040, 207, 1191]
bhagya-name: ମିଆଁ ମଲଖାନ ଜୀ [1100, 1985, 1230, 2008]
news-photo [1072, 681, 1462, 903]
finance-logo-ad [216, 1296, 406, 1444]
brief-body: କଣ୍ଢେଇଗୋଲା,୧୮।୭(ଡି.ଏନ୍.ଏ)- ବଣରେ ଜାଳେଣି କାଠ ଆଣିବାକୁ ଯାଇଥିବା ବେଳେ ଦୁଇ ଭାଇଙ୍କୁ ଭାଲୁ ଆକ୍ରମଣ କରିଛି। ଗ୍ରାମବାସୀ ସେମାନଙ୍କୁ ଉଦ୍ଧାର କରି ହସ୍ପିଟାଲରେ ଭର୍ତ୍ତି କରିଛନ୍ତି। ବନ ବିଭାଗ ପକ୍ଷରୁ ଆର୍ଥିକ ସହାୟତା ପ୍ରଦାନ କରାଯିବ ବୋଲି କୁହାଯାଇଛି। [12, 585, 207, 677]
ln-title: LAXMI NARAYAN FINANCE [658, 1663, 824, 1709]
header-rule [12, 108, 1464, 111]
tariff-size: 6 x 4 [915, 1234, 1031, 1253]
tariff-price: 20,000.00 [915, 1253, 1031, 1272]
brief-item [12, 1197, 207, 1316]
bana-title: BANA DURGA FINANCE [434, 1298, 616, 1320]
bana-address: C-47/8, A-Block, Vijay Enclave Burrari, New Delhi-75, Paikmal, Bargarh-768050 [439, 1448, 611, 1491]
vedansi-branches: Balasore: 7409536767, Jajpur: 9084652616, Dhenkanal: 7409543249, Angul: 7252964716, Jeypore: 9084652615 [879, 1723, 1035, 1796]
lead-byline: ଶେରଗଡ଼,୧୮।୭(ଡି.ଏନ୍.ଏ.) [216, 273, 347, 288]
story2-headline: ବାଇକ୍-ସାଇକେଲ ଧକ୍କା, ଜଣେ ମୃତ [216, 506, 797, 616]
registration-mark: ●●● [220, 2317, 272, 2336]
story-kitchen-death [848, 509, 1066, 972]
story3-body-text: ବେଲଗୁଣ୍ଠା ଫାଣ୍ଡି ଅନ୍ତର୍ଗତ ଗ୍ରାମର ଜଣେ ଗୃହବଧୂ ରୋଷେଇ କରୁଥିବା ବେଳେ ହଠାତ୍ ଚକ୍କର ଖାଇ ପଡ଼ିଯିବାରୁ ମୁଣ୍ଡରେ ଗୁରୁତର ଆଘାତ ପାଇଥିଲେ। ପରିବାର ଲୋକେ ତାଙ୍କୁ ହସ୍ପିଟାଲ ନେଇଥିଲେ ମଧ୍ୟ ଚିକିତ୍ସା ବେଳେ ତାଙ୍କର ମୃତ୍ୟୁ ଘଟିଥିଲା। ପୋଲିସ ଏକ ଅପମୃତ୍ୟୁ ମାମଲା ରୁଜୁ କରି ତଦନ୍ତ ଚଳାଇଛି। [857, 716, 1066, 824]
color-price: 40,000 [501, 2247, 575, 2271]
laxmi-address: Address :- 201,202, 2nd floor, Shree Geeta Complex, MG Road, Bhojeshwar, Porbandar- 360575 [228, 1554, 394, 1613]
color-col: Single day [709, 2223, 802, 2247]
booking-phone: 7894447131, 9337021532, [1216, 1224, 1432, 1245]
tariff-price: 12,000.00 [567, 1253, 683, 1272]
proverb-1-text: ଲକ୍ଷ୍ୟହୀନ ବ୍ୟକ୍ତି କୌଣସି କାର୍ଯ୍ୟରେ ସଫଳ ହୋଇପାରନ୍ତି ନାହିଁ। ଯେବେ ବୁଝି ସୁଝି କାମ କରାଯାଏ ସେବେ ସଫଳତା ମିଳିଥାଏ। ନିଜ କ୍ଷମତା ଅନୁସାରେ ଲକ୍ଷ୍ୟ ସ୍ଥିର କରିବା ଉଚିତ୍। [1082, 253, 1452, 281]
bfc-offer: ୨% ସୁଧ ୪୦% ରିହାତି [250, 2013, 372, 2031]
booking-phone: 7894447167, 7894447165 [1218, 1247, 1430, 1268]
story3-body [857, 621, 1066, 971]
tariff-price: 40,000.00 [1031, 1253, 1147, 1272]
jeevan-body: ମାର୍କେଟିଂ, ପ୍ରଫଟ, ଆଧାରକାର୍ଡ, ପର୍ସନାଲ ସବୁ ଋଣ ମାତ୍ର 24 ଘଣ୍ଟାରେ [869, 1340, 1044, 1404]
patta-byline: ଶେରଗଡ଼,୧୮।୭(ଡି.ଏନ୍.ଏ.) [1072, 924, 1203, 938]
ugadamali-box [1072, 122, 1462, 592]
tariff-period: For 30 days [915, 1214, 1147, 1234]
story4-body-text: ଭଞ୍ଜନଗର ଥାନା ଅନ୍ତର୍ଗତ ଗ୍ରାମରେ ପାରିବାରିକ କଳହକୁ ନେଇ ଜଣେ ମହିଳା ଓ ତାଙ୍କ ଦୁଇ ଝିଅଙ୍କ ଉପରେ ଆକ୍ରମଣ କରାଯାଇଛି। ଆହତମାନଙ୍କୁ ମେଡ଼ିକାଲରେ ଭର୍ତ୍ତି କରାଯାଇଛି। ପୋଲିସ ଘଟଣାସ୍ଥଳରେ ପହଞ୍ଚି ତଦନ୍ତ କରୁଛି ଓ ଅଭିଯୁକ୍ତଙ୍କ ବିରୋଧରେ ମାମଲା ରୁଜୁ ହୋଇଛି। [426, 801, 836, 862]
